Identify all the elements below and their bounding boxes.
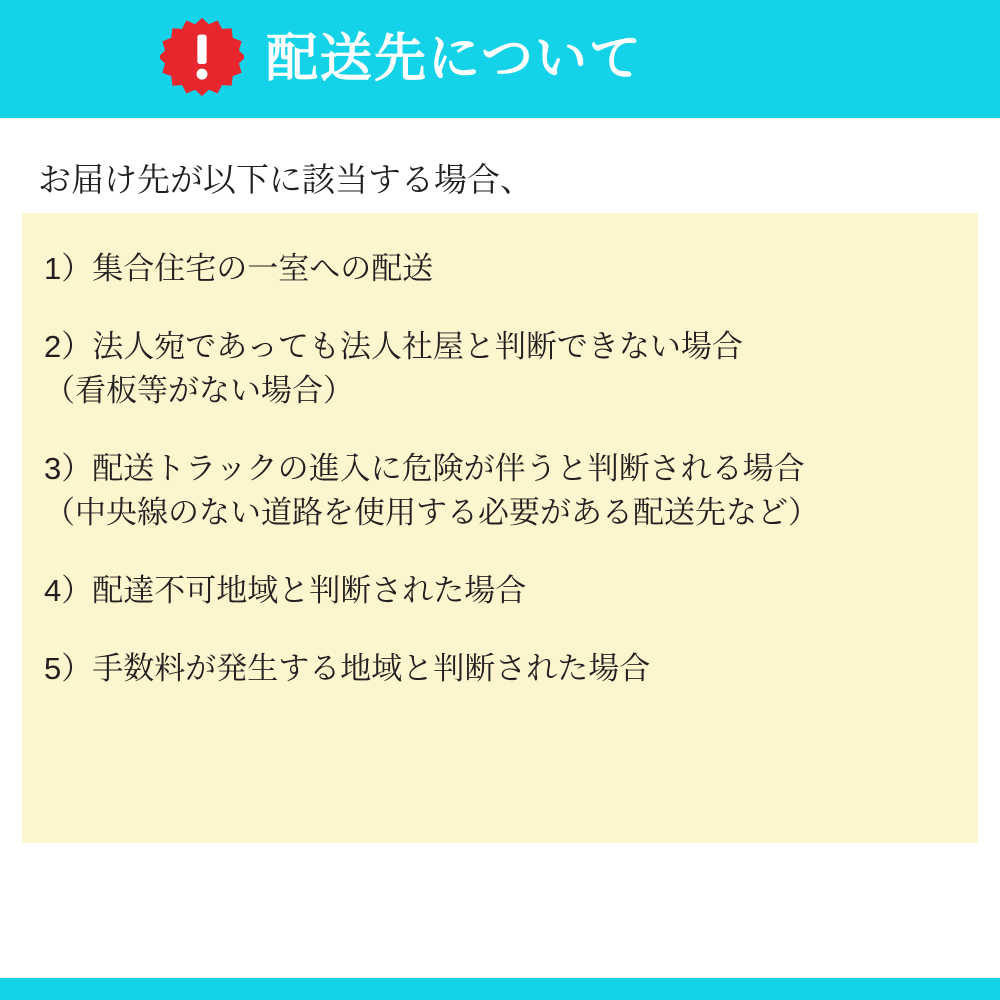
list-item [44,647,956,691]
page-title: 配送先について [266,30,643,88]
list-item-main: 1）集合住宅の一室への配送 [44,251,434,286]
list-item [44,569,956,613]
page-header [0,0,1000,118]
conditions-panel [22,213,978,843]
lead-line-1: お届け先が以下に該当する場合、 [38,161,533,198]
list-item-main: 3）配送トラックの進入に危険が伴うと判断される場合 [44,451,805,487]
list-item [44,247,956,291]
exclamation-burst-icon [160,17,244,101]
list-item [44,325,956,413]
list-item-main: 4）配達不可地域と判断された場合 [44,573,527,609]
list-item-sub: （看板等がない場合） [44,373,354,409]
list-item-main: 2）法人宛であっても法人社屋と判断できない場合 [44,329,743,365]
list-item-sub: （中央線のない道路を使用する必要がある配送先など） [44,495,819,531]
bottom-strip [0,978,1000,1000]
list-item [44,447,956,535]
list-item-main: 5）手数料が発生する地域と判断された場合 [44,651,651,687]
